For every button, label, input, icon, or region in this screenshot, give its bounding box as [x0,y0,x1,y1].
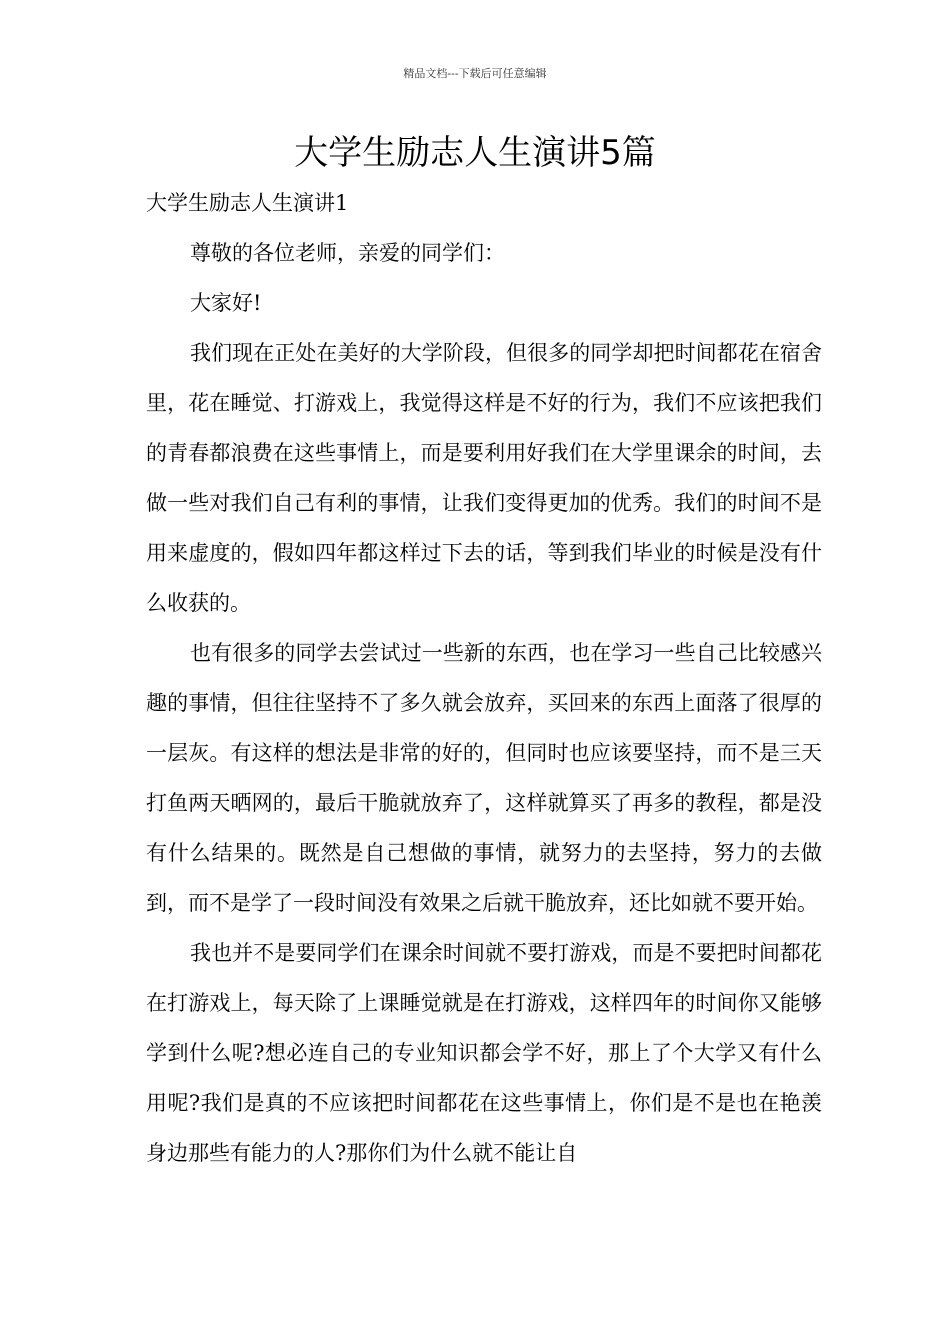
body-paragraph-1: 我们现在正处在美好的大学阶段，但很多的同学却把时间都花在宿舍里，花在睡觉、打游戏上，我觉得这样是不好的行为，我们不应该把我们的青春都浪费在这些事情上，而是要利用好我们在大学里课余的时间，去做一些对我们自己有利的事情，让我们变得更加的优秀。我们的时间不是用来虚度的，假如四年都这样过下去的话，等到我们毕业的时候是没有什么收获的。 [146,341,822,615]
header-note: 精品文档---下载后可任意编辑 [403,67,547,80]
document-body [146,178,822,1178]
section-heading: 大学生励志人生演讲1 [146,191,349,215]
hello-line: 大家好! [190,291,262,315]
body-paragraph-2: 也有很多的同学去尝试过一些新的东西，也在学习一些自己比较感兴趣的事情，但往往坚持不了多久就会放弃，买回来的东西上面落了很厚的一层灰。有这样的想法是非常的好的，但同时也应该要坚持，而不是三天打鱼两天晒网的，最后干脆就放弃了，这样就算买了再多的教程，都是没有什么结果的。既然是自己想做的事情，就努力的去坚持，努力的去做到，而不是学了一段时间没有效果之后就干脆放弃，还比如就不要开始。 [146,641,822,915]
greeting-line: 尊敬的各位老师，亲爱的同学们： [190,241,505,265]
body-paragraph-3: 我也并不是要同学们在课余时间就不要打游戏，而是不要把时间都花在打游戏上，每天除了上课睡觉就是在打游戏，这样四年的时间你又能够学到什么呢?想必连自己的专业知识都会学不好，那上了个大学又有什么用呢?我们是真的不应该把时间都花在这些事情上，你们是不是也在艳羡身边那些有能力的人?那你们为什么就不能让自 [146,941,822,1165]
document-title: 大学生励志人生演讲5篇 [294,133,656,173]
